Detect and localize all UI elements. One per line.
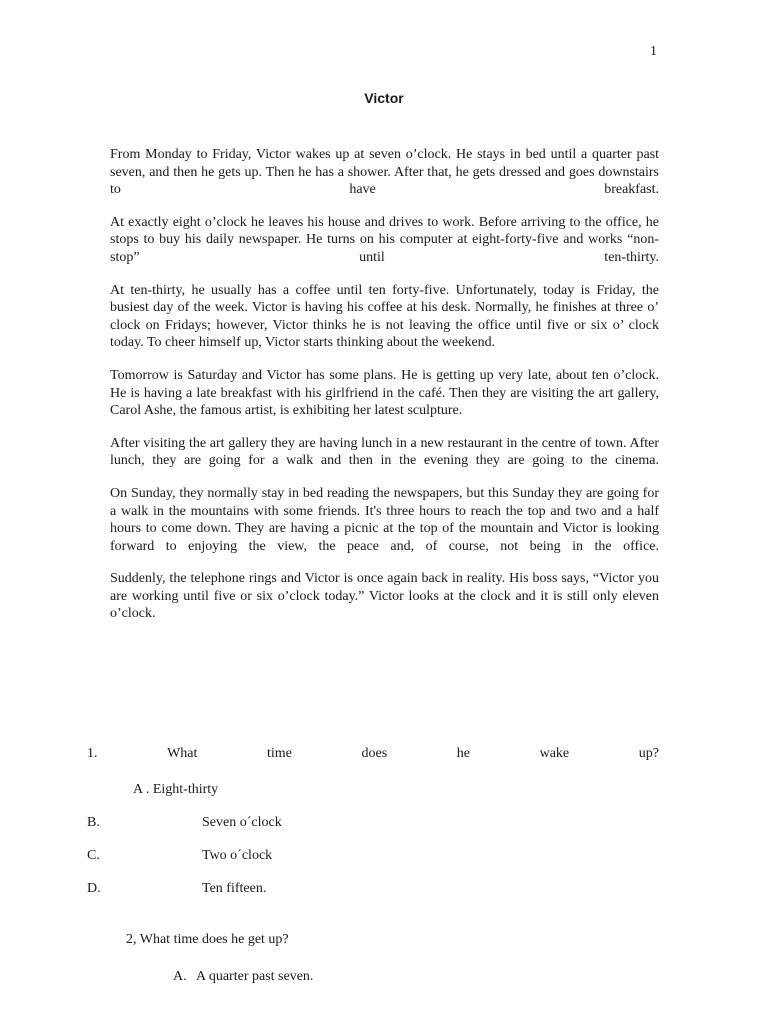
document-title: Victor <box>364 90 404 106</box>
question-2: 2, What time does he get up? <box>126 932 289 947</box>
question-1-word: What <box>167 746 198 761</box>
q1-answer-a: A . Eight-thirty <box>133 782 219 797</box>
question-1-word: time <box>267 746 292 761</box>
q1-answer-d-letter: D. <box>87 881 101 896</box>
question-1-word: wake <box>539 746 570 761</box>
paragraph-5: After visiting the art gallery they are having lunch in a new restaurant in the centre of town. After lunch, they are going for a walk and then in the evening they are going to the cinema. <box>110 435 659 469</box>
paragraph-1: From Monday to Friday, Victor wakes up at seven o’clock. He stays in bed until a quarter past seven, and then he gets up. Then he has a shower. After that, he gets dressed and goes downstairs to have breakfast. <box>110 147 659 198</box>
paragraph-6: On Sunday, they normally stay in bed reading the newspapers, but this Sunday they are going for a walk in the mountains with some friends. It's three hours to reach the top and two and a half hours to come down. They are having a picnic at the top of the mountain and Victor is looking forward to enjoying the view, the peace and, of course, not being in the office. <box>110 485 659 554</box>
paragraph-7: Suddenly, the telephone rings and Victor is once again back in reality. His boss says, “Victor you are working until five or six o’clock today.” Victor looks at the clock and it is still only eleven o’clock. <box>110 571 659 622</box>
question-1-word: does <box>361 746 388 761</box>
q1-answer-b-letter: B. <box>87 815 100 830</box>
paragraph-3: At ten-thirty, he usually has a coffee until ten forty-five. Unfortunately, today is Friday, the busiest day of the week. Victor is having his coffee at his desk. Normally, he finishes at three o’ clock on Fridays; however, Victor thinks he is not leaving the office until five or six o’ clock today. To cheer himself up, Victor starts thinking about the weekend. <box>110 282 659 351</box>
q1-answer-c-letter: C. <box>87 848 100 863</box>
question-1-number: 1. <box>87 746 98 761</box>
q2-answer-a-letter: A. <box>173 969 187 984</box>
question-1-word: he <box>456 746 470 761</box>
paragraph-4: Tomorrow is Saturday and Victor has some plans. He is getting up very late, about ten o’clock. He is having a late breakfast with his girlfriend in the café. Then they are visiting the art gallery, Carol Ashe, the famous artist, is exhibiting her latest sculpture. <box>110 367 659 419</box>
story-body <box>110 146 659 638</box>
q2-answer-a-text: A quarter past seven. <box>196 969 314 984</box>
q1-answer-c-text: Two o´clock <box>202 848 273 863</box>
question-1 <box>87 746 659 762</box>
question-1-word: up? <box>638 746 659 761</box>
q1-answer-d-text: Ten fifteen. <box>202 881 267 896</box>
paragraph-2: At exactly eight o’clock he leaves his house and drives to work. Before arriving to the office, he stops to buy his daily newspaper. He turns on his computer at eight-forty-five and works “non-stop” until ten-thirty. <box>110 214 659 265</box>
q1-answer-b-text: Seven o´clock <box>202 815 282 830</box>
page-number: 1 <box>650 44 657 59</box>
